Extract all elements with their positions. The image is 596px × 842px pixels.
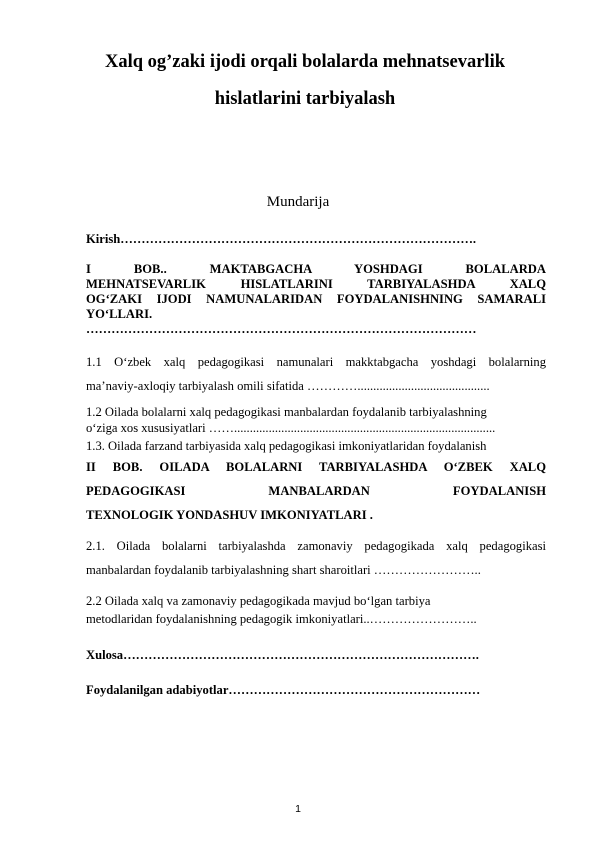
toc-s11-line-1: 1.1 O‘zbek xalq pedagogikasi namunalari makktabgacha yoshdagi bolalarning xyxy=(86,355,546,369)
toc-ch1-line-4: YO‘LLARI. xyxy=(86,307,153,321)
toc-s12-line-1: 1.2 Oilada bolalarni xalq pedagogikasi manbalardan foydalanib tarbiyalashning xyxy=(86,405,487,419)
toc-section-1-3: 1.3. Oilada farzand tarbiyasida xalq pedagogikasi imkoniyatlaridan foydalanish xyxy=(86,439,487,453)
title-line-1: Xalq og’zaki ijodi orqali bolalarda mehnatsevarlik xyxy=(104,52,505,72)
toc-section-2-2 xyxy=(86,592,546,628)
toc-chapter-2 xyxy=(86,455,546,527)
toc-ch1-dots: ………………………………………………………………………………… xyxy=(86,322,477,336)
toc-s22-line-1: 2.2 Oilada xalq va zamonaviy pedagogikada mavjud bo‘lgan tarbiya xyxy=(86,594,431,608)
toc-section-1-1 xyxy=(86,350,546,398)
toc-ch2-line-2: PEDAGOGIKASI MANBALARDAN FOYDALANISH xyxy=(86,484,546,498)
toc-section-1-2 xyxy=(86,404,546,436)
toc-section-2-1 xyxy=(86,534,546,582)
toc-chapter-1 xyxy=(86,262,546,337)
toc-s21-line-1: 2.1. Oilada bolalarni tarbiyalashda zamonaviy pedagogikada xalq pedagogikasi xyxy=(86,539,546,553)
toc-s21-line-2: manbalardan foydalanib tarbiyalashning shart sharoitlari …………………….. xyxy=(86,563,481,577)
toc-s11-line-2: ma’naviy-axloqiy tarbiyalash omili sifatida ………….......................................... xyxy=(86,379,490,393)
toc-ch1-line-2: MEHNATSEVARLIK HISLATLARINI TARBIYALASHDA XALQ xyxy=(86,277,546,291)
toc-ch2-line-3: TEXNOLOGIK YONDASHUV IMKONIYATLARI . xyxy=(86,508,373,522)
toc-ch2-line-1: II BOB. OILADA BOLALARNI TARBIYALASHDA O‘ZBEK XALQ xyxy=(86,460,546,474)
toc-ch1-line-1: I BOB.. MAKTABGACHA YOSHDAGI BOLALARDA xyxy=(86,262,546,276)
page-number: 1 xyxy=(295,803,301,815)
title-line-2: hislatlarini tarbiyalash xyxy=(214,89,396,109)
toc-intro: Kirish…………………………………………………………………………. xyxy=(86,232,477,246)
toc-conclusion: Xulosa…………………………………………………………………………. xyxy=(86,648,479,662)
document-title xyxy=(70,44,540,118)
toc-ch1-line-3: OG‘ZAKI IJODI NAMUNALARIDAN FOYDALANISHNING SAMARALI xyxy=(86,292,546,306)
toc-references: Foydalanilgan adabiyotlar…………………………………………………… xyxy=(86,683,481,697)
toc-heading: Mundarija xyxy=(266,194,330,210)
toc-s22-line-2: metodlaridan foydalanishning pedagogik imkoniyatlari..…………………….. xyxy=(86,612,477,626)
toc-s12-line-2: o‘ziga xos xususiyatlari ……................................................................................... xyxy=(86,421,496,435)
